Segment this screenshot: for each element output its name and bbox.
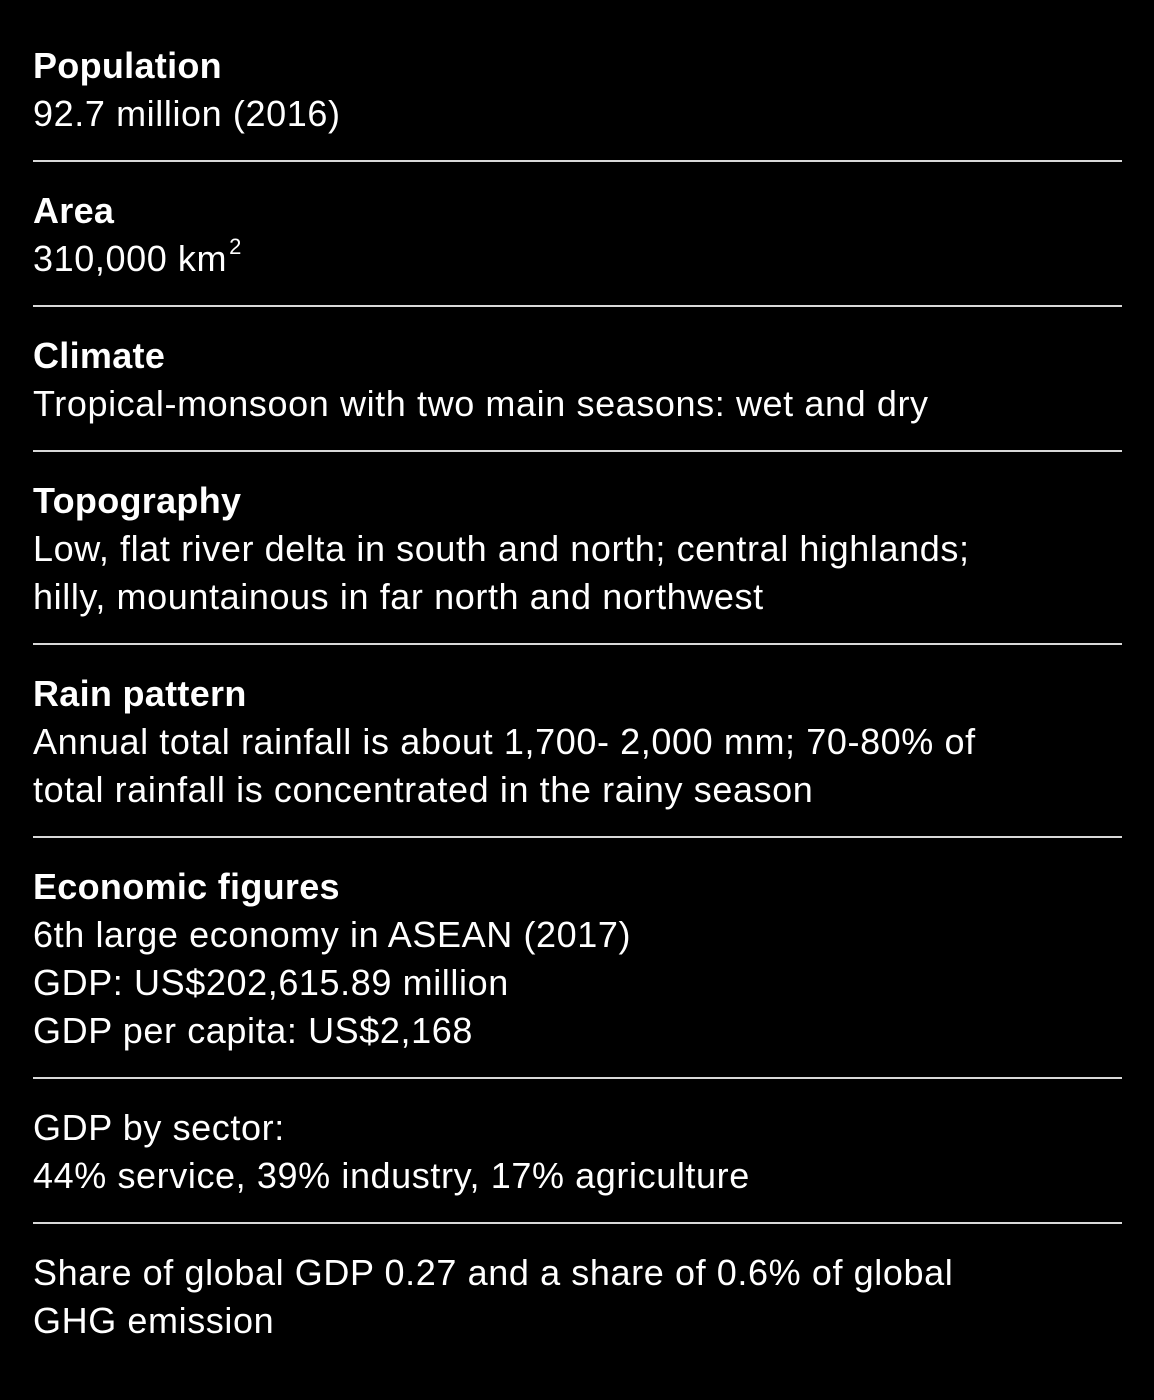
gdp-sector-section xyxy=(33,1104,1122,1224)
economic-figures-heading: Economic figures xyxy=(33,866,340,907)
gdp-sector-label: GDP by sector: xyxy=(33,1107,285,1148)
population-section xyxy=(33,42,1122,162)
rain-pattern-heading: Rain pattern xyxy=(33,673,247,714)
economy-rank: 6th large economy in ASEAN (2017) xyxy=(33,914,632,955)
global-share-section xyxy=(33,1249,1122,1367)
area-superscript: 2 xyxy=(229,234,242,259)
gdp-per-capita: GDP per capita: US$2,168 xyxy=(33,1010,473,1051)
rain-pattern-line-2: total rainfall is concentrated in the rainy season xyxy=(33,769,814,810)
area-section xyxy=(33,187,1122,307)
global-share-line-2: GHG emission xyxy=(33,1300,275,1341)
rain-pattern-section xyxy=(33,670,1122,838)
topography-line-1: Low, flat river delta in south and north; central highlands; xyxy=(33,528,970,569)
rain-pattern-line-1: Annual total rainfall is about 1,700- 2,000 mm; 70-80% of xyxy=(33,721,976,762)
topography-line-2: hilly, mountainous in far north and northwest xyxy=(33,576,764,617)
population-value: 92.7 million (2016) xyxy=(33,93,341,134)
global-share-line-1: Share of global GDP 0.27 and a share of 0.6% of global xyxy=(33,1252,954,1293)
gdp-sector-value: 44% service, 39% industry, 17% agriculture xyxy=(33,1155,750,1196)
area-heading: Area xyxy=(33,190,115,231)
gdp-value: GDP: US$202,615.89 million xyxy=(33,962,509,1003)
topography-section xyxy=(33,477,1122,645)
economic-figures-section xyxy=(33,863,1122,1079)
climate-section xyxy=(33,332,1122,452)
topography-heading: Topography xyxy=(33,480,242,521)
population-heading: Population xyxy=(33,45,222,86)
area-value: 310,000 km xyxy=(33,238,228,279)
area-value-line xyxy=(33,235,1122,283)
climate-heading: Climate xyxy=(33,335,166,376)
climate-value: Tropical-monsoon with two main seasons: wet and dry xyxy=(33,383,929,424)
